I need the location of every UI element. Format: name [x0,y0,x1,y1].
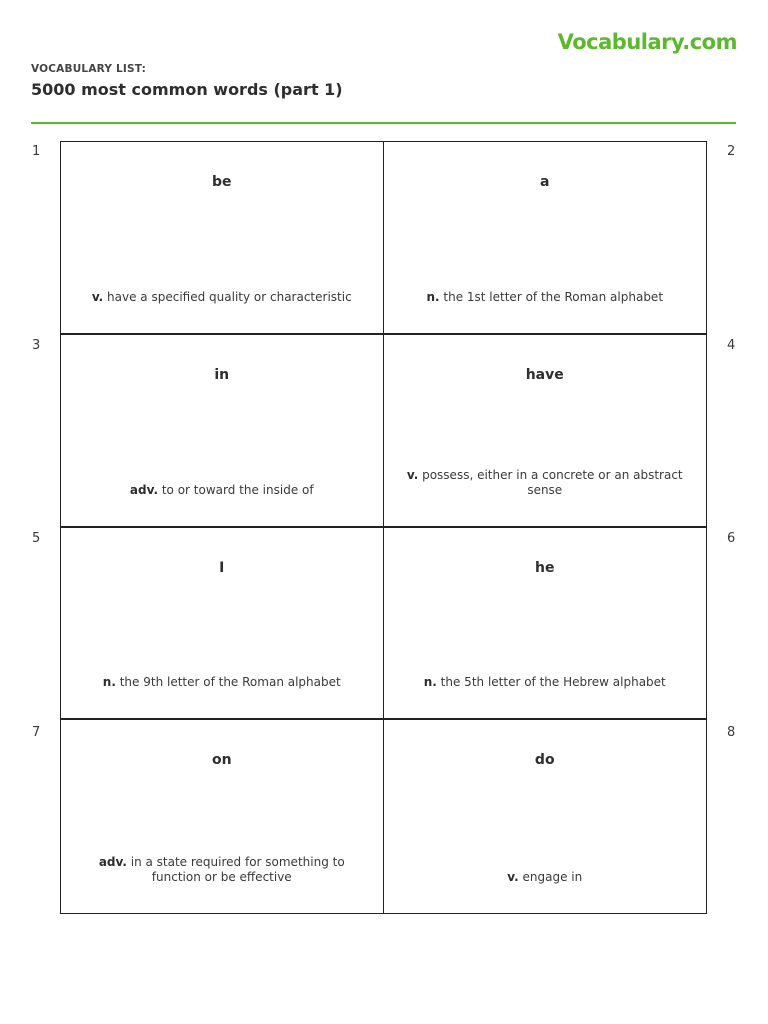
list-title: 5000 most common words (part 1) [31,80,343,99]
part-of-speech: v. [507,870,519,884]
vocabulary-logo[interactable]: Vocabulary.com [557,30,737,54]
definition-text: engage in [522,870,583,884]
definition-text: in a state required for something to function or be effective [130,855,345,884]
part-of-speech: adv. [98,855,127,869]
definition-text: possess, either in a concrete or an abstract sense [422,467,683,497]
card-number: 6 [727,531,736,546]
card-definition [406,675,685,690]
definition-text: the 5th letter of the Hebrew alphabet [440,675,666,690]
part-of-speech: n. [102,675,116,690]
card-word: in [214,366,230,383]
card-number: 8 [727,725,736,740]
card-number: 2 [727,144,736,159]
flashcard [61,720,384,913]
definition-text: the 9th letter of the Roman alphabet [119,675,341,690]
part-of-speech: v. [91,289,104,304]
card-number: 5 [32,531,41,546]
card-number: 7 [32,725,41,740]
card-number: 3 [32,338,41,353]
card-number: 4 [727,338,736,353]
flashcard [61,335,384,528]
card-definition [83,675,361,690]
flashcard-grid [60,141,707,914]
card-definition [406,468,685,498]
part-of-speech: n. [423,675,437,690]
card-number: 1 [32,144,41,159]
flashcard [384,528,707,721]
card-word: I [219,559,225,576]
card-word: do [534,752,555,769]
definition-text: to or toward the inside of [161,482,314,497]
card-definition [83,855,361,885]
flashcard [384,142,707,335]
part-of-speech: v. [406,467,419,482]
flashcard [384,720,707,913]
definition-text: the 1st letter of the Roman alphabet [443,289,664,304]
flashcard [384,335,707,528]
card-definition [83,483,361,498]
card-definition [83,290,361,305]
part-of-speech: n. [426,289,440,304]
card-word: have [525,366,564,383]
card-word: on [211,752,232,769]
definition-text: have a specified quality or characteristic [107,289,352,304]
flashcard [61,528,384,721]
card-definition [406,870,685,885]
list-label: VOCABULARY LIST: [31,63,146,75]
part-of-speech: adv. [129,482,159,497]
card-word: a [540,174,550,190]
header-divider [31,122,736,124]
card-word: he [535,559,555,576]
card-word: be [211,174,232,190]
flashcard [61,142,384,335]
card-definition [406,290,685,305]
